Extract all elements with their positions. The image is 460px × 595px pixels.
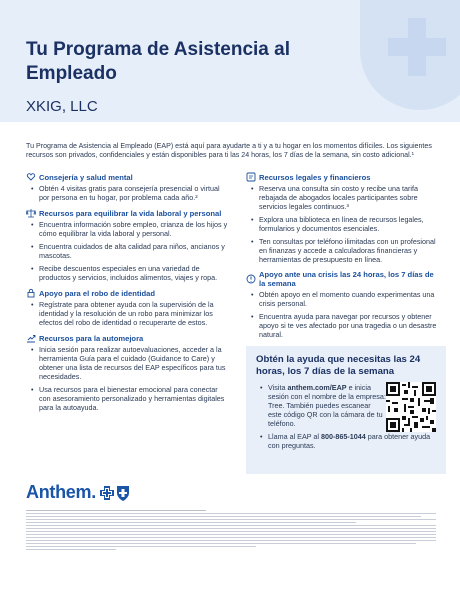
section-title: Consejería y salud mental [39, 172, 133, 182]
section-work-life [26, 208, 231, 282]
list-item: • Encuentra ayuda para navegar por recursos y obtener apoyo si te ves afectado por una tragedia o un desastre natural. [246, 312, 441, 339]
intro-paragraph: Tu Programa de Asistencia al Empleado (EAP) está aquí para ayudarte a ti y a tu hogar en los momentos difíciles. Los siguientes recursos son privados, confidenciales y están disponibles para ti las 24 horas, los 7 días de la semana, sin costo adicional.¹ [26, 142, 432, 159]
crisis-support-icon [246, 274, 256, 284]
list-item: • Encuentra información sobre empleo, crianza de los hijos y cómo equilibrar la vida laboral y personal. [26, 220, 231, 238]
call-prefix: Llama al EAP al [268, 432, 322, 441]
company-name: XKIG, LLC [26, 98, 98, 115]
logo-text: Anthem. [26, 482, 96, 502]
eap-website-link[interactable]: anthem.com/EAP [287, 383, 347, 392]
heart-hands-icon [26, 172, 36, 182]
list-item: • Ten consultas por teléfono ilimitadas con un profesional en finanzas y accede a calculadoras financieras y herramientas de presupuesto en línea. [246, 237, 441, 264]
callout-title: Obtén la ayuda que necesitas las 24 horas, los 7 días de la semana [256, 354, 421, 377]
call-suffix: para obtener ayuda con preguntas. [268, 432, 431, 450]
list-item: • Reserva una consulta sin costo y recibe una tarifa rebajada de abogados locales participantes sobre servicios legales continuos.³ [246, 184, 441, 211]
qr-code[interactable] [386, 382, 436, 432]
visit-website-item [256, 383, 386, 428]
list-item: • Usa recursos para el bienestar emocional para conectar con asesoramiento personalizado y herramientas digitales para la autoayuda. [26, 385, 231, 412]
lock-icon [26, 288, 36, 298]
section-title: Apoyo ante una crisis las 24 horas, los 7 días de la semana [259, 270, 434, 288]
cross-decoration [388, 18, 446, 76]
list-item: • Recibe descuentos especiales en una variedad de productos y servicios, incluidos alimentos, viajes y ropa. [26, 264, 231, 282]
section-title: Recursos legales y financieros [259, 172, 371, 182]
list-item: • Inicia sesión para realizar autoevaluaciones, acceder a la herramienta Guía para el cuidado (Guidance to Care) y obtener una lista de recursos del EAP específicos para tus necesidades. [26, 345, 231, 381]
list-item: • Obtén 4 visitas gratis para consejería presencial o virtual por persona en tu hogar, por problema cada año.² [26, 184, 231, 202]
list-item: • Encuentra cuidados de alta calidad para niños, ancianos y mascotas. [26, 242, 231, 260]
section-mental-health [26, 172, 231, 202]
list-item: • Regístrate para obtener ayuda con la supervisión de la identidad y la resolución de un robo para minimizar los efectos del robo de identidad o recuperarte de estos. [26, 300, 231, 327]
visit-suffix: e inicia sesión con el nombre de la empresa: Tree. También puedes escanear este código QR con la cámara de tu teléfono. [268, 383, 386, 428]
bluecross-blueshield-icon [100, 485, 130, 501]
growth-icon [26, 333, 36, 343]
call-eap-item [256, 432, 436, 450]
list-item: • Explora una biblioteca en línea de recursos legales, formularios y documentos esenciales. [246, 215, 441, 233]
fine-print-disclaimer [26, 510, 446, 552]
section-header [246, 270, 441, 288]
section-crisis-support [246, 270, 441, 339]
anthem-logo [26, 482, 130, 503]
page-title: Tu Programa de Asistencia al Empleado [26, 39, 290, 84]
section-self-improvement [26, 333, 231, 412]
section-header [26, 172, 231, 182]
section-header [26, 333, 231, 343]
section-title: Recursos para la automejora [39, 333, 144, 343]
section-title: Apoyo para el robo de identidad [39, 288, 156, 298]
section-title: Recursos para equilibrar la vida laboral y personal [39, 208, 222, 218]
scale-icon [26, 208, 36, 218]
eap-phone-number[interactable]: 800-865-1044 [321, 432, 366, 441]
legal-finance-icon [246, 172, 256, 182]
section-header [26, 288, 231, 298]
visit-prefix: Visita [268, 383, 288, 392]
list-item: • Obtén apoyo en el momento cuando experimentas una crisis personal. [246, 290, 441, 308]
section-identity-theft [26, 288, 231, 327]
section-header [246, 172, 441, 182]
section-legal-financial [246, 172, 441, 264]
section-header [26, 208, 231, 218]
left-column [26, 172, 231, 418]
right-column [246, 172, 441, 345]
header-banner [0, 0, 460, 122]
